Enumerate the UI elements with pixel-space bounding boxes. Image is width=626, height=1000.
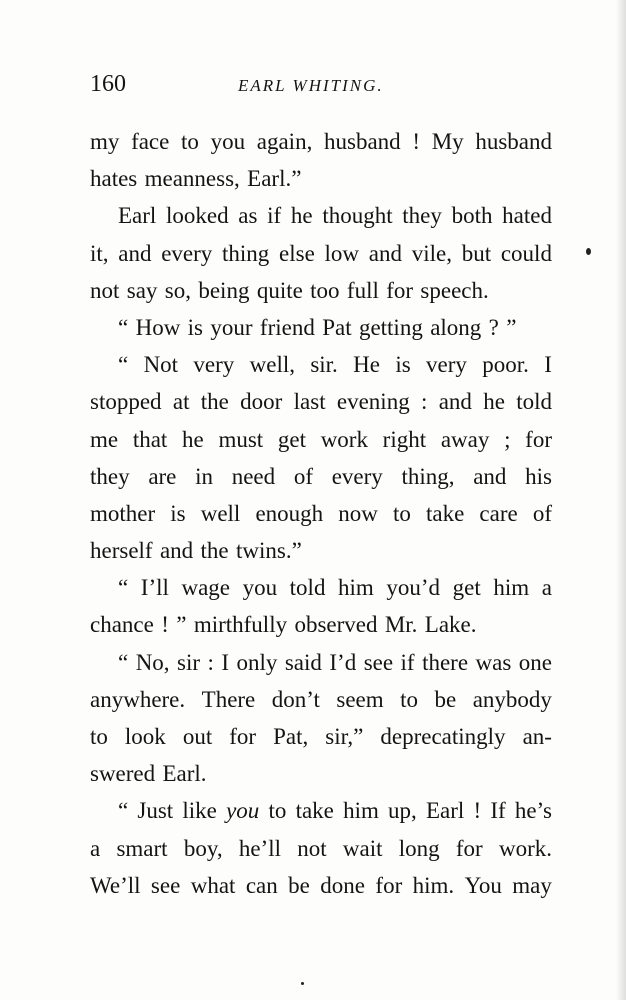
text-line: mother is well enough now to take care of [90, 500, 552, 526]
text-line: “ How is your friend Pat getting along ? ” [118, 314, 517, 340]
text-line: stopped at the door last evening : and he told [90, 389, 552, 415]
text-line: herself and the twins.” [90, 538, 302, 564]
body-text [90, 123, 552, 904]
text-line: We’ll see what can be done for him. You may [90, 872, 552, 898]
text-line: chance ! ” mirthfully observed Mr. Lake. [90, 612, 477, 638]
text-line: a smart boy, he’ll not wait long for work. [90, 835, 552, 861]
ink-speck [301, 982, 304, 985]
running-title: EARL WHITING. [238, 76, 384, 95]
text-line: “ No, sir : I only said I’d see if there was one [118, 649, 552, 675]
page-number: 160 [90, 71, 126, 97]
text-line: “ Just like you to take him up, Earl ! If he’s [118, 798, 552, 824]
text-line: swered Earl. [90, 761, 207, 787]
page-edge-shadow [616, 0, 626, 1000]
running-header [90, 66, 552, 106]
text-line: to look out for Pat, sir,” deprecatingly an- [90, 724, 552, 749]
ink-speck [586, 248, 591, 255]
text-line: “ I’ll wage you told him you’d get him a [118, 575, 552, 601]
text-line: my face to you again, husband ! My husband [90, 129, 552, 154]
text-line: “ Not very well, sir. He is very poor. I [118, 352, 552, 378]
text-line: it, and every thing else low and vile, but could [90, 240, 552, 266]
text-line: anywhere. There don’t seem to be anybody [90, 686, 552, 712]
text-line: me that he must get work right away ; for [90, 426, 552, 452]
text-line: Earl looked as if he thought they both hated [118, 203, 552, 229]
text-line: hates meanness, Earl.” [90, 166, 302, 192]
text-line: not say so, being quite too full for speech. [90, 277, 489, 303]
text-line: they are in need of every thing, and his [90, 463, 552, 489]
